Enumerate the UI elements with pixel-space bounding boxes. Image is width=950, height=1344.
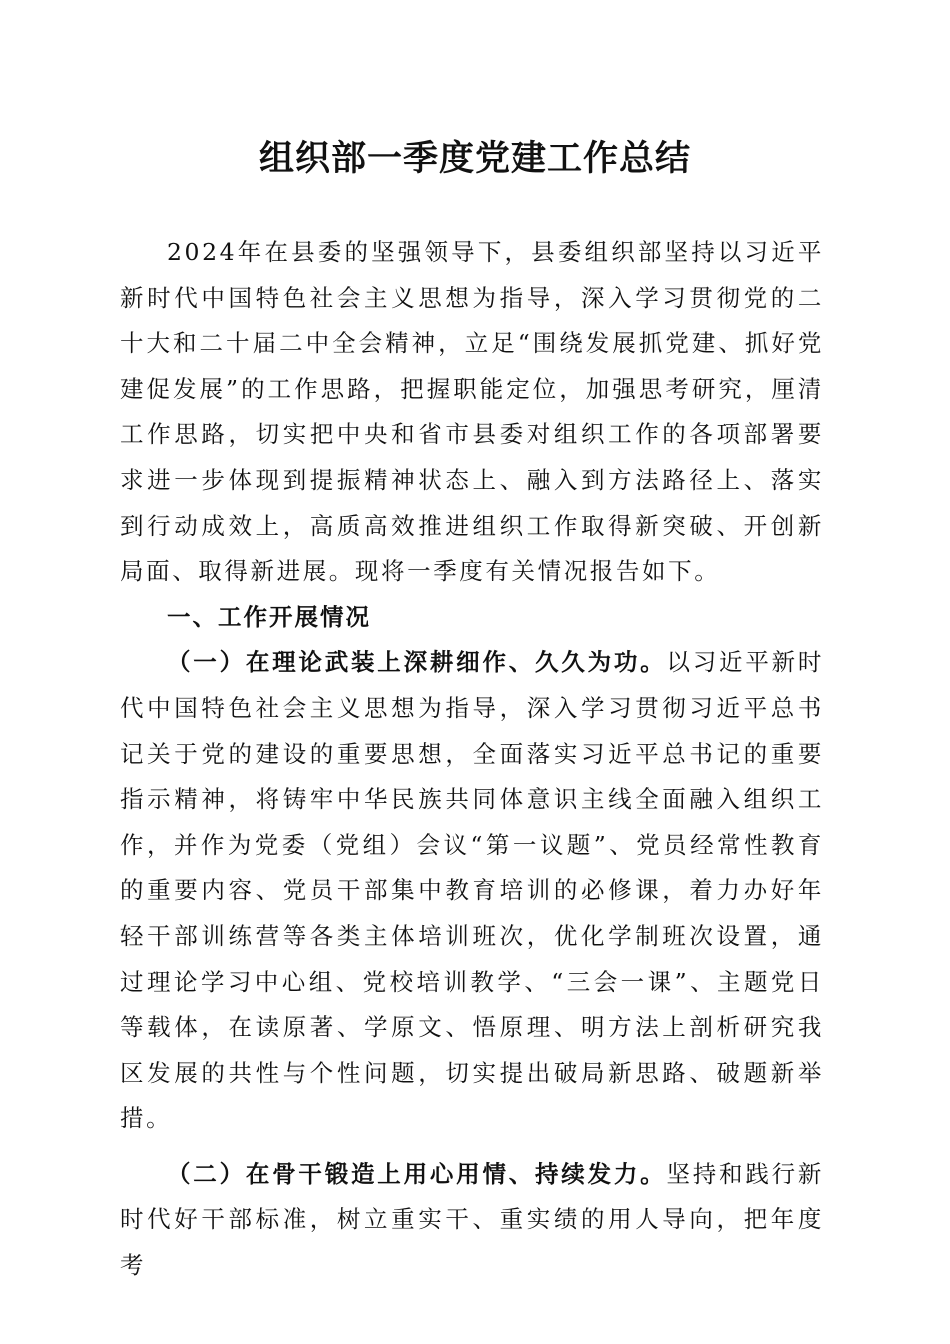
item-1-lead: （一）在理论武装上深耕细作、久久为功。: [167, 648, 667, 677]
document-body: [120, 230, 824, 1289]
document-title: 组织部一季度党建工作总结: [258, 138, 691, 179]
item-2-paragraph: [120, 1152, 824, 1289]
item-1-body: 以习近平新时代中国特色社会主义思想为指导，深入学习贯彻习近平总书记关于党的建设的重要思想，全面落实习近平总书记的重要指示精神，将铸牢中华民族共同体意识主线全面融入组织工作，并作为党委（党组）会议“第一议题”、党员经常性教育的重要内容、党员干部集中教育培训的必修课，着力办好年轻干部训练营等各类主体培训班次，优化学制班次设置，通过理论学习中心组、党校培训教学、“三会一课”、主题党日等载体，在读原著、学原文、悟原理、明方法上剖析研究我区发展的共性与个性问题，切实提出破局新思路、破题新举措。: [120, 648, 824, 1133]
paragraph-gap: [120, 1142, 824, 1152]
item-2-body: 坚持和践行新时代好干部标准，树立重实干、重实绩的用人导向，把年度考: [120, 1159, 824, 1280]
item-1-paragraph: [120, 640, 824, 1142]
section-heading-work-progress: 一、工作开展情况: [167, 602, 371, 631]
intro-paragraph: 2024年在县委的坚强领导下，县委组织部坚持以习近平新时代中国特色社会主义思想为指导，深入学习贯彻党的二十大和二十届二中全会精神，立足“围绕发展抓党建、抓好党建促发展”的工作思路，把握职能定位，加强思考研究，厘清工作思路，切实把中央和省市县委对组织工作的各项部署要求进一步体现到提振精神状态上、融入到方法路径上、落实到行动成效上，高质高效推进组织工作取得新突破、开创新局面、取得新进展。现将一季度有关情况报告如下。: [120, 238, 824, 586]
item-2-lead: （二）在骨干锻造上用心用情、持续发力。: [167, 1159, 667, 1188]
